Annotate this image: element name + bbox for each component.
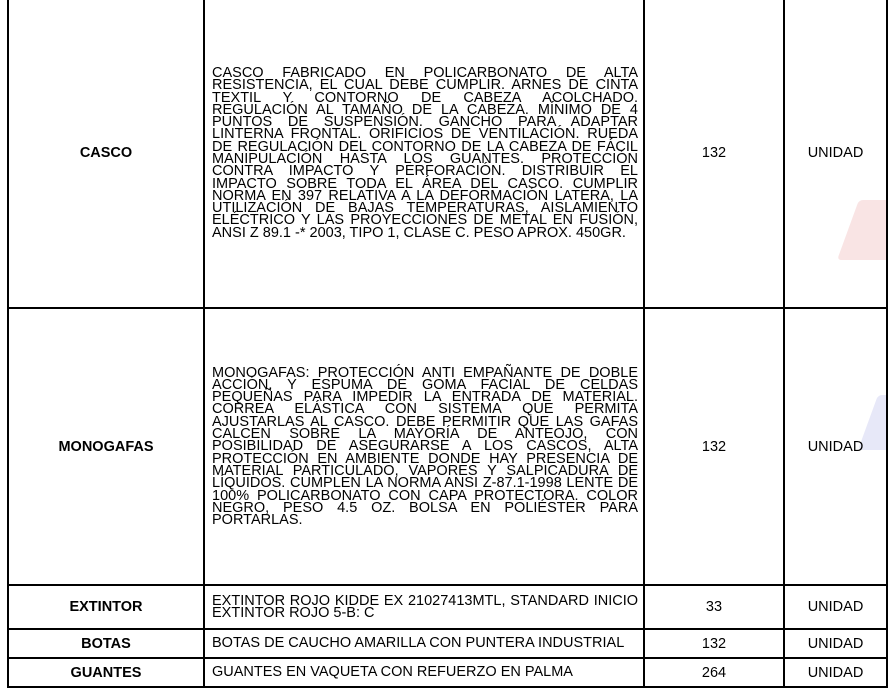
item-description: BOTAS DE CAUCHO AMARILLA CON PUNTERA INDUSTRIAL (204, 629, 644, 658)
item-description: CASCO FABRICADO EN POLICARBONATO DE ALTA RESISTENCIA, EL CUAL DEBE CUMPLIR. ARNES DE CINTA TEXTIL Y CONTORNO DE CABEZA ACOLCHADO. REGULACIÓN AL TAMAÑO DE LA CABEZA. MÍNIMO DE 4 PUNTOS DE SUSPENSIÓN. GANCHO PARA ADAPTAR LINTERNA FRONTAL. ORIFICIOS DE VENTILACIÓN. RUEDA DE REGULACIÓN DEL CONTORNO DE LA CABEZA DE FÁCIL MANIPULACIÓN HASTA LOS GUANTES. PROTECCIÓN CONTRA IMPACTO Y PERFORACIÓN. DISTRIBUIR EL IMPACTO SOBRE TODA EL ÁREA DEL CASCO. CUMPLIR NORMA EN 397 RELATIVA A LA DEFORMACIÓN LATERA, LA UTILIZACIÓN DE BAJAS TEMPERATURAS, AISLAMIENTO ELÉCTRICO Y LAS PROYECCIONES DE METAL EN FUSIÓN, ANSI Z 89.1 -* 2003, TIPO 1, CLASE C. PESO APROX. 450GR. (204, 0, 644, 308)
item-name: GUANTES (8, 658, 204, 687)
item-quantity: 132 (644, 308, 784, 585)
item-description: GUANTES EN VAQUETA CON REFUERZO EN PALMA (204, 658, 644, 687)
item-name: EXTINTOR (8, 585, 204, 629)
table-row (8, 658, 887, 687)
item-name: BOTAS (8, 629, 204, 658)
item-description: MONOGAFAS: PROTECCIÓN ANTI EMPAÑANTE DE DOBLE ACCIÓN, Y ESPUMA DE GOMA FACIAL DE CELDAS PEQUEÑAS PARA IMPEDIR LA ENTRADA DE MATERIAL. CORREA ELÁSTICA CON SISTEMA QUE PERMITA AJUSTARLAS AL CASCO. DEBE PERMITIR QUE LAS GAFAS CALCEN SOBRE LA MAYORÍA DE ANTEOJO, CON POSIBILIDAD DE ASEGURARSE A LOS CASCOS, ALTA PROTECCIÓN EN AMBIENTE DONDE HAY PRESENCIA DE MATERIAL PARTICULADO, VAPORES Y SALPICADURA DE LÍQUIDOS. CUMPLEN LA NORMA ANSI Z-87.1-1998 LENTE DE 100% POLICARBONATO CON CAPA PROTECTORA. COLOR NEGRO, PESO 4.5 OZ. BOLSA EN POLIÉSTER PARA PORTARLAS. (204, 308, 644, 585)
item-quantity: 132 (644, 629, 784, 658)
table-row (8, 0, 887, 308)
item-unit: UNIDAD (784, 0, 887, 308)
table-row (8, 585, 887, 629)
item-quantity: 33 (644, 585, 784, 629)
equipment-table (7, 0, 888, 688)
item-name: MONOGAFAS (8, 308, 204, 585)
table-row (8, 308, 887, 585)
item-description: EXTINTOR ROJO KIDDE EX 21027413MTL, STANDARD INICIO EXTINTOR ROJO 5-B: C (204, 585, 644, 629)
item-unit: UNIDAD (784, 585, 887, 629)
table-row (8, 629, 887, 658)
item-quantity: 264 (644, 658, 784, 687)
item-unit: UNIDAD (784, 629, 887, 658)
item-unit: UNIDAD (784, 308, 887, 585)
item-unit: UNIDAD (784, 658, 887, 687)
item-name: CASCO (8, 0, 204, 308)
item-quantity: 132 (644, 0, 784, 308)
